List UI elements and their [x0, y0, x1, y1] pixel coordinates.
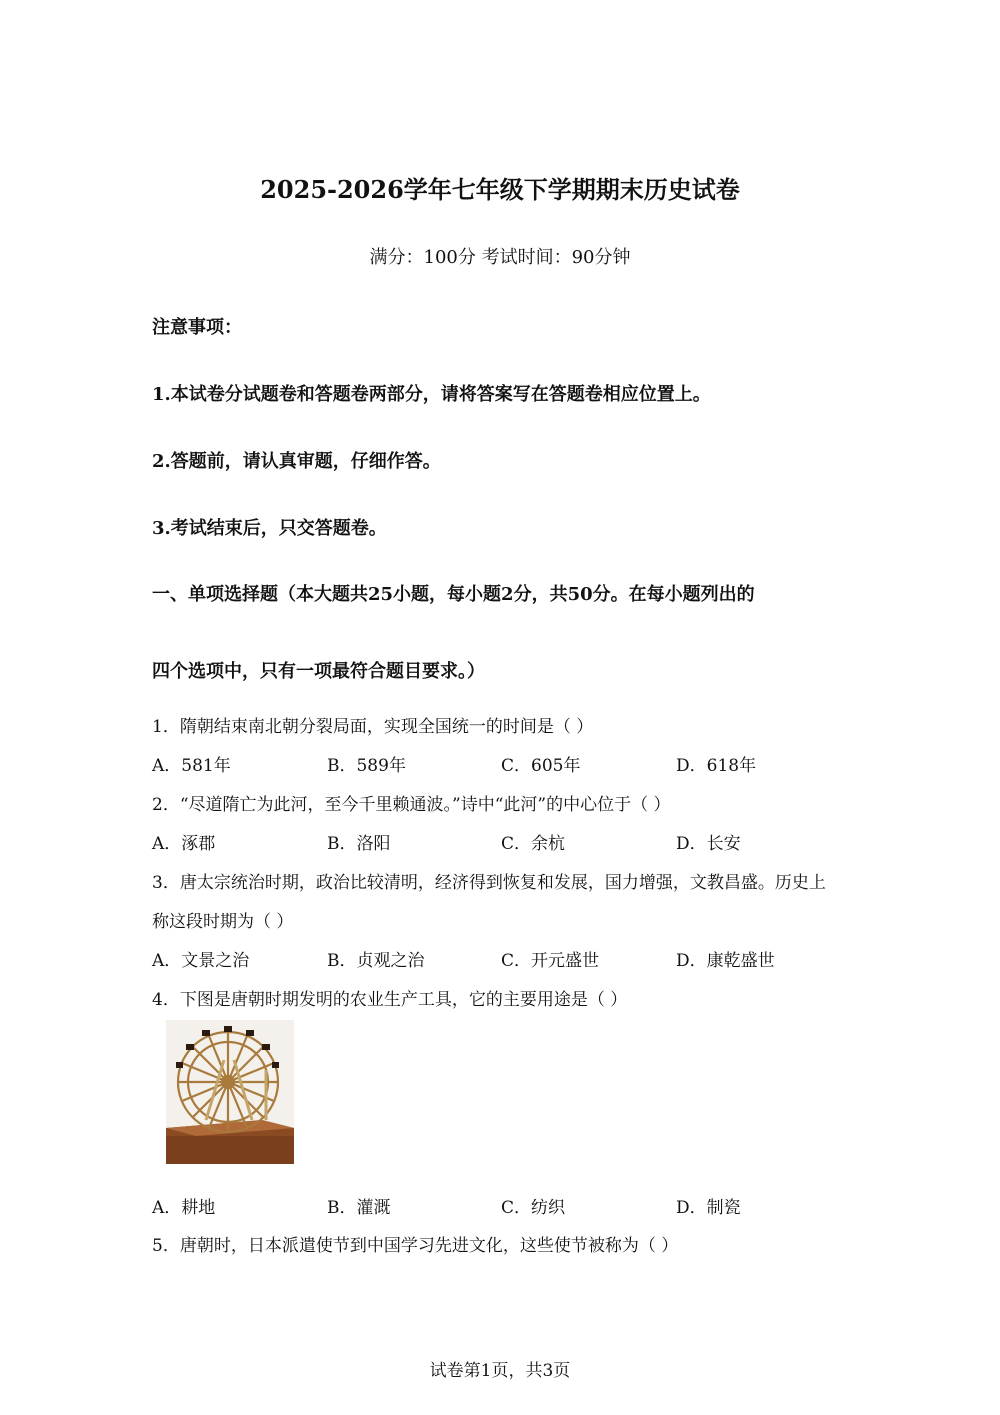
option-b: B．589年: [327, 756, 406, 776]
question-4-options: [152, 1193, 872, 1217]
question-3-stem-line1: 3．唐太宗统治时期，政治比较清明，经济得到恢复和发展，国力增强，文教昌盛。历史上: [152, 873, 826, 893]
question-2-options: [152, 829, 872, 853]
question-1-stem: 1．隋朝结束南北朝分裂局面，实现全国统一的时间是（ ）: [152, 717, 594, 737]
option-b: B．灌溉: [327, 1198, 391, 1218]
exam-title: 2025-2026学年七年级下学期期末历史试卷: [260, 175, 740, 204]
option-b: B．贞观之治: [327, 951, 425, 971]
waterwheel-image: [166, 1020, 294, 1164]
notice-item-1: 1.本试卷分试题卷和答题卷两部分，请将答案写在答题卷相应位置上。: [152, 384, 711, 405]
option-c: C．纺织: [501, 1198, 566, 1218]
option-c: C．余杭: [501, 834, 566, 854]
exam-meta: 满分：100分 考试时间：90分钟: [369, 247, 631, 268]
question-1-options: [152, 751, 872, 775]
page-footer: 试卷第1页，共3页: [429, 1361, 571, 1381]
option-c: C．开元盛世: [501, 951, 600, 971]
notice-item-2: 2.答题前，请认真审题，仔细作答。: [152, 451, 441, 472]
option-a: A．581年: [152, 756, 231, 776]
option-d: D．康乾盛世: [676, 951, 775, 971]
question-2-stem: 2．“尽道隋亡为此河，至今千里赖通波。”诗中“此河”的中心位于（ ）: [152, 795, 671, 815]
question-3-stem-line2: 称这段时期为（ ）: [152, 912, 294, 932]
option-d: D．制瓷: [676, 1198, 741, 1218]
option-d: D．长安: [676, 834, 741, 854]
option-d: D．618年: [676, 756, 757, 776]
notice-heading: 注意事项：: [152, 317, 242, 338]
option-a: A．涿郡: [152, 834, 216, 854]
section-heading-line2: 四个选项中，只有一项最符合题目要求。）: [152, 661, 485, 682]
option-b: B．洛阳: [327, 834, 391, 854]
question-3-options: [152, 946, 872, 970]
option-c: C．605年: [501, 756, 581, 776]
section-heading-line1: 一、单项选择题（本大题共25小题，每小题2分，共50分。在每小题列出的: [152, 584, 755, 605]
option-a: A．耕地: [152, 1198, 216, 1218]
question-5-stem: 5．唐朝时，日本派遣使节到中国学习先进文化，这些使节被称为（ ）: [152, 1236, 679, 1256]
option-a: A．文景之治: [152, 951, 250, 971]
notice-item-3: 3.考试结束后，只交答题卷。: [152, 518, 387, 539]
question-4-stem: 4．下图是唐朝时期发明的农业生产工具，它的主要用途是（ ）: [152, 990, 628, 1010]
